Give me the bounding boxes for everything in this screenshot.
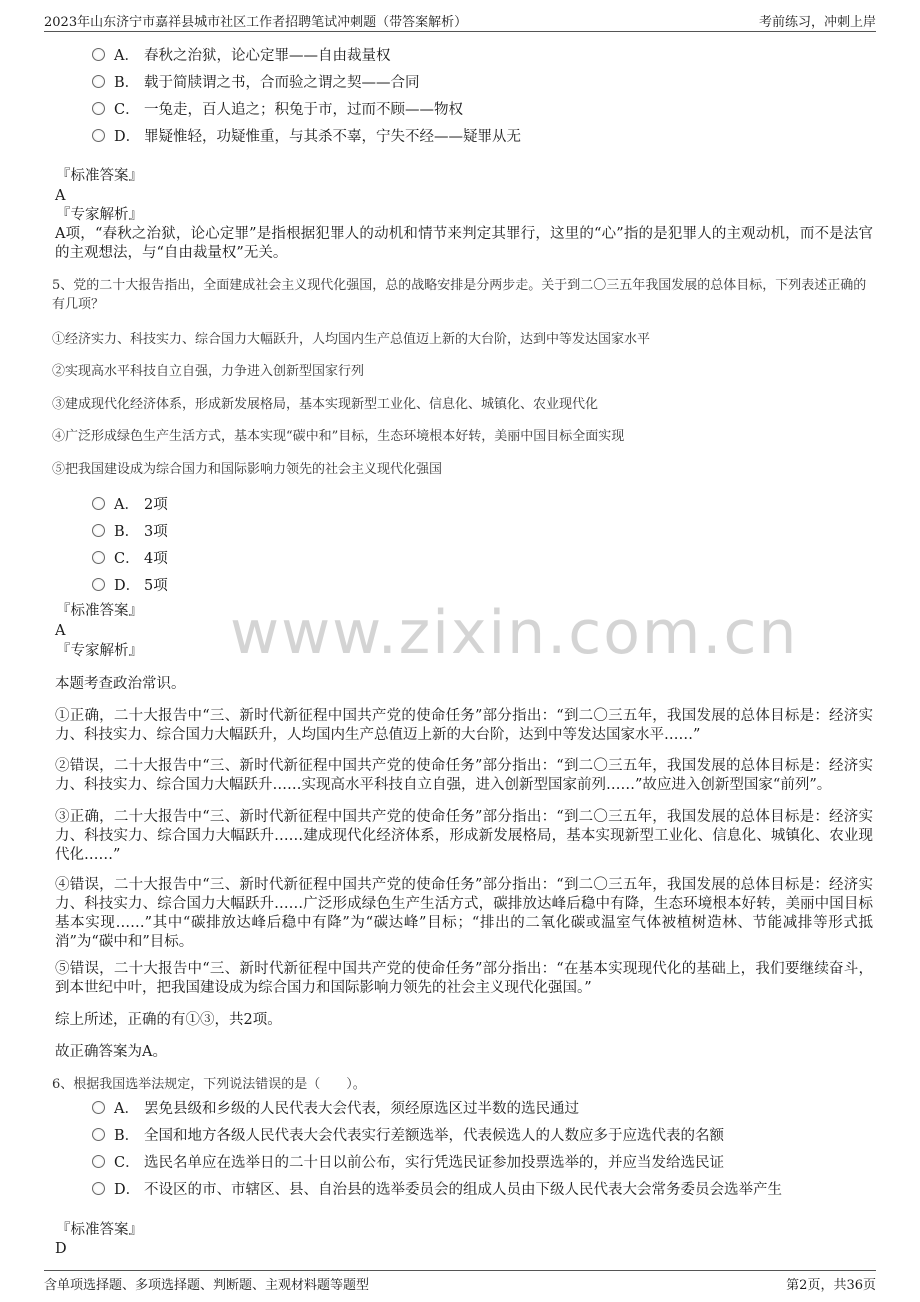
radio-icon[interactable] bbox=[92, 129, 105, 142]
q6-option-b[interactable]: B． 全国和地方各级人民代表大会代表实行差额选举，代表候选人的人数应多于应选代表的名额 bbox=[92, 1123, 724, 1145]
q4-analysis-label: 『专家解析』 bbox=[56, 207, 143, 223]
radio-icon[interactable] bbox=[92, 1182, 105, 1195]
q4-answer: A bbox=[55, 188, 66, 204]
radio-icon[interactable] bbox=[92, 1101, 105, 1114]
q5-analysis-summary: 综上所述，正确的有①③，共2项。 bbox=[55, 1012, 282, 1028]
q5-statement-1: ①经济实力、科技实力、综合国力大幅跃升，人均国内生产总值迈上新的大台阶，达到中等发达国家水平 bbox=[52, 332, 651, 347]
q5-analysis-item-2: ②错误，二十大报告中“三、新时代新征程中国共产党的使命任务”部分指出：“到二〇三五年，我国发展的总体目标是：经济实力、科技实力、综合国力大幅跃升……实现高水平科技自立自强，进入创新型国家前列……”故应进入创新型国家“前列”。 bbox=[55, 758, 873, 793]
q4-option-c[interactable]: C． 一兔走，百人追之；积兔于市，过而不顾——物权 bbox=[92, 97, 463, 119]
q6-option-d[interactable]: D． 不设区的市、市辖区、县、自治县的选举委员会的组成人员由下级人民代表大会常务委员会选举产生 bbox=[92, 1177, 782, 1199]
q5-statement-4: ④广泛形成绿色生产生活方式，基本实现“碳中和”目标，生态环境根本好转，美丽中国目标全面实现 bbox=[52, 429, 625, 444]
document-title: 2023年山东济宁市嘉祥县城市社区工作者招聘笔试冲刺题（带答案解析） bbox=[44, 15, 468, 30]
page-number: 第2页，共36页 bbox=[786, 1278, 876, 1293]
q5-analysis-item-5: ⑤错误，二十大报告中“三、新时代新征程中国共产党的使命任务”部分指出：“在基本实现现代化的基础上，我们要继续奋斗，到本世纪中叶，把我国建设成为综合国力和国际影响力领先的社会主义现代化强国。” bbox=[55, 961, 873, 996]
radio-icon[interactable] bbox=[92, 497, 105, 510]
q5-statement-5: ⑤把我国建设成为综合国力和国际影响力领先的社会主义现代化强国 bbox=[52, 462, 443, 477]
header-slogan: 考前练习，冲刺上岸 bbox=[758, 15, 876, 30]
q5-option-a[interactable]: A． 2项 bbox=[92, 492, 168, 514]
q5-analysis-item-3: ③正确，二十大报告中“三、新时代新征程中国共产党的使命任务”部分指出：“到二〇三五年，我国发展的总体目标是：经济实力、科技实力、综合国力大幅跃升……建成现代化经济体系，形成新发展格局，基本实现新型工业化、信息化、城镇化、农业现代化……” bbox=[55, 809, 873, 863]
q4-analysis: A项，“春秋之治狱，论心定罪”是指根据犯罪人的动机和情节来判定其罪行，这里的“心”指的是犯罪人的主观动机，而不是法官的主观想法，与“自由裁量权”无关。 bbox=[55, 226, 873, 261]
radio-icon[interactable] bbox=[92, 102, 105, 115]
radio-icon[interactable] bbox=[92, 1155, 105, 1168]
page-footer bbox=[44, 1270, 876, 1296]
q6-answer-label: 『标准答案』 bbox=[56, 1222, 143, 1238]
q5-option-b[interactable]: B． 3项 bbox=[92, 519, 168, 541]
q5-analysis-item-4: ④错误，二十大报告中“三、新时代新征程中国共产党的使命任务”部分指出：“到二〇三五年，我国发展的总体目标是：经济实力、科技实力、综合国力大幅跃升……广泛形成绿色生产生活方式，碳排放达峰后稳中有降，生态环境根本好转，美丽中国目标基本实现……”其中“碳排放达峰后稳中有降”为“碳达峰”目标；“排出的二氧化碳或温室气体被植树造林、节能减排等形式抵消”为“碳中和”目标。 bbox=[55, 877, 873, 950]
q5-statement-3: ③建成现代化经济体系，形成新发展格局，基本实现新型工业化、信息化、城镇化、农业现代化 bbox=[52, 397, 599, 412]
watermark: www.zixin.com.cn bbox=[230, 598, 799, 668]
q5-answer-label: 『标准答案』 bbox=[56, 603, 143, 619]
radio-icon[interactable] bbox=[92, 578, 105, 591]
q4-option-a[interactable]: A． 春秋之治狱，论心定罪——自由裁量权 bbox=[92, 43, 391, 65]
radio-icon[interactable] bbox=[92, 75, 105, 88]
q4-option-d[interactable]: D． 罪疑惟轻，功疑惟重，与其杀不辜，宁失不经——疑罪从无 bbox=[92, 124, 521, 146]
page-header bbox=[44, 9, 876, 32]
q5-option-d[interactable]: D． 5项 bbox=[92, 573, 168, 595]
radio-icon[interactable] bbox=[92, 48, 105, 61]
q5-statement-2: ②实现高水平科技自立自强，力争进入创新型国家行列 bbox=[52, 364, 365, 379]
q6-answer: D bbox=[55, 1241, 67, 1257]
q6-option-a[interactable]: A． 罢免县级和乡级的人民代表大会代表，须经原选区过半数的选民通过 bbox=[92, 1096, 579, 1118]
radio-icon[interactable] bbox=[92, 551, 105, 564]
q6-question: 6、根据我国选举法规定，下列说法错误的是（ ）。 bbox=[52, 1077, 366, 1092]
footer-note: 含单项选择题、多项选择题、判断题、主观材料题等题型 bbox=[44, 1278, 370, 1293]
q6-option-c[interactable]: C． 选民名单应在选举日的二十日以前公布，实行凭选民证参加投票选举的，并应当发给选民证 bbox=[92, 1150, 724, 1172]
q5-analysis-intro: 本题考查政治常识。 bbox=[55, 676, 186, 692]
q5-analysis-label: 『专家解析』 bbox=[56, 643, 143, 659]
q5-option-c[interactable]: C． 4项 bbox=[92, 546, 168, 568]
q5-analysis-conclusion: 故正确答案为A。 bbox=[55, 1044, 167, 1060]
q4-option-b[interactable]: B． 载于简牍谓之书，合而验之谓之契——合同 bbox=[92, 70, 420, 92]
q5-question: 5、党的二十大报告指出，全面建成社会主义现代化强国，总的战略安排是分两步走。关于到二〇三五年我国发展的总体目标，下列表述正确的有几项？ bbox=[52, 278, 867, 312]
radio-icon[interactable] bbox=[92, 524, 105, 537]
q5-answer: A bbox=[55, 623, 66, 639]
radio-icon[interactable] bbox=[92, 1128, 105, 1141]
q5-analysis-item-1: ①正确，二十大报告中“三、新时代新征程中国共产党的使命任务”部分指出：“到二〇三五年，我国发展的总体目标是：经济实力、科技实力、综合国力大幅跃升，人均国内生产总值迈上新的大台阶，达到中等发达国家水平……” bbox=[55, 708, 873, 743]
q4-answer-label: 『标准答案』 bbox=[56, 168, 143, 184]
